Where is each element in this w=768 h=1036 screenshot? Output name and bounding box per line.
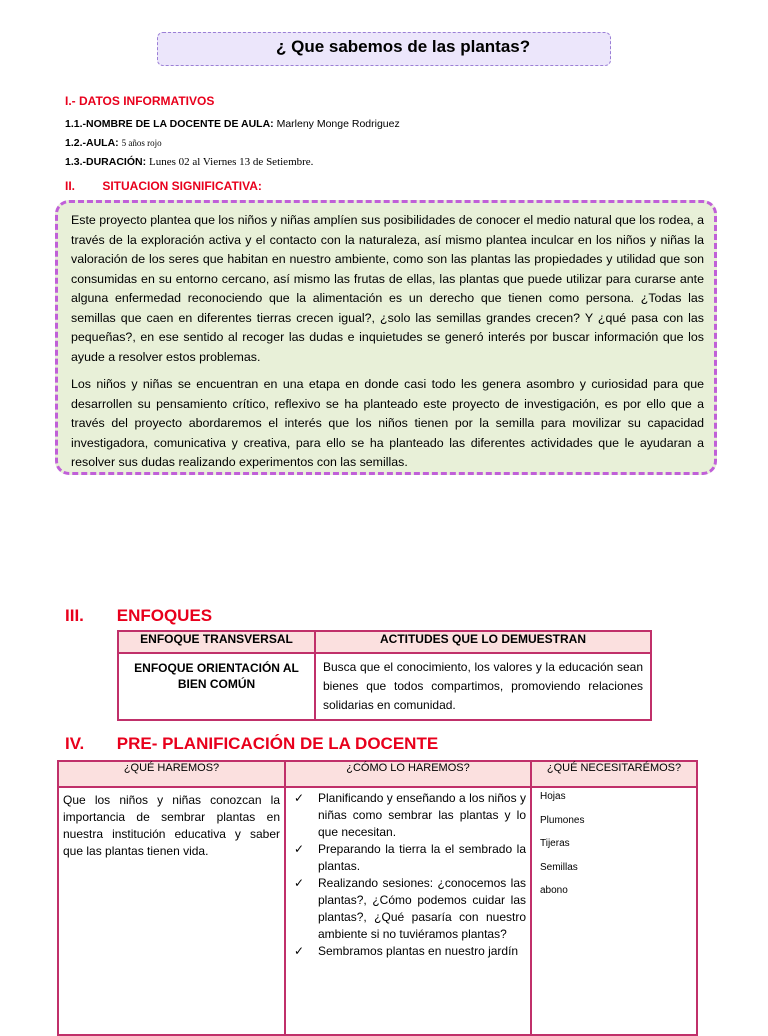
planificacion-table [57, 760, 698, 1036]
docente-line [65, 118, 400, 130]
aula-value: 5 años rojo [121, 138, 162, 148]
enfoques-col-enfoque: ENFOQUE TRANSVERSAL [118, 631, 315, 653]
enfoques-table [117, 630, 652, 721]
duracion-label: 1.3.-DURACIÓN: [65, 156, 147, 168]
aula-label: 1.2.-AULA: [65, 137, 119, 149]
section2-heading-row [65, 179, 262, 193]
checkmark-icon: ✓ [294, 944, 305, 958]
col-que-haremos: ¿QUÉ HAREMOS? [58, 761, 285, 787]
actitud-cell: Busca que el conocimiento, los valores y la educación sean bienes que todos compartimos, promoviendo relaciones solidarias en comunidad. [315, 653, 651, 720]
section1-heading: I.- DATOS INFORMATIVOS [65, 94, 215, 108]
situacion-box [55, 200, 717, 475]
section3-number: III. [65, 606, 84, 625]
list-item: ✓ Sembramos plantas en nuestro jardín [294, 944, 519, 958]
situacion-paragraph-2: Los niños y niñas se encuentran en una etapa en donde casi todo les genera asombro y curiosidad para que desarrollen su pensamiento crítico, reflexivo se ha planteado este proyecto de investigación, es por ello que a través del proyecto abordaremos el interés que los niños tienen por la semilla para movilizar su capacidad investigadora, comunicativa y creativa, para ello se ha planteado las diferentes actividades que le ayudaran a resolver sus dudas realizando experimentos con las semillas. [71, 377, 704, 469]
que-necesitaremos-cell [531, 787, 697, 1035]
list-item: abono [540, 885, 568, 896]
planificacion-header-row [58, 761, 697, 787]
list-item: Hojas [540, 791, 566, 802]
section2-heading: SITUACION SIGNIFICATIVA: [102, 179, 262, 193]
que-haremos-cell: Que los niños y niñas conozcan la importancia de sembrar plantas en nuestra institución educativa y saber que las plantas tienen vida. [58, 787, 285, 1035]
docente-value: Marleny Monge Rodriguez [276, 118, 400, 130]
list-item: ✓ Preparando la tierra la el sembrado la plantas. [294, 842, 526, 873]
enfoques-header-row [118, 631, 651, 653]
materiales-list [540, 790, 688, 908]
aula-line [65, 137, 162, 149]
enfoque-cell: ENFOQUE ORIENTACIÓN AL BIEN COMÚN [118, 653, 315, 720]
section4-heading: PRE- PLANIFICACIÓN DE LA DOCENTE [116, 734, 439, 753]
list-item: Tijeras [540, 838, 570, 849]
page-title: ¿ Que sabemos de las plantas? [276, 37, 531, 56]
como-haremos-cell [285, 787, 531, 1035]
duracion-value: Lunes 02 al Viernes 13 de Setiembre. [149, 156, 314, 168]
como-list [290, 790, 526, 960]
checkmark-icon: ✓ [294, 876, 305, 890]
docente-label: 1.1.-NOMBRE DE LA DOCENTE DE AULA: [65, 118, 274, 130]
enfoques-col-actitudes: ACTITUDES QUE LO DEMUESTRAN [315, 631, 651, 653]
section3-heading-row [65, 606, 212, 626]
section2-number: II. [65, 179, 76, 193]
section4-number: IV. [65, 734, 85, 753]
list-item: Semillas [540, 861, 578, 873]
table-row [58, 787, 697, 1035]
col-que-necesitaremos: ¿QUÉ NECESITARÉMOS? [531, 761, 697, 787]
section3-heading: ENFOQUES [116, 606, 213, 625]
checkmark-icon: ✓ [294, 842, 305, 856]
list-item: ✓ Planificando y enseñando a los niños y niñas como sembrar las plantas y lo que necesitan. [294, 791, 526, 839]
title-box [157, 32, 611, 66]
list-item: ✓ Realizando sesiones: ¿conocemos las plantas?, ¿Cómo podemos cuidar las plantas?, ¿Qué pasaría con nuestro ambiente si no tuviéramos plantas? [294, 876, 526, 941]
duracion-line [65, 156, 313, 168]
table-row [118, 653, 651, 720]
list-item: Plumones [540, 814, 585, 826]
checkmark-icon: ✓ [294, 791, 305, 805]
col-como-haremos: ¿CÓMO LO HAREMOS? [285, 761, 531, 787]
situacion-paragraph-1: Este proyecto plantea que los niños y niñas amplíen sus posibilidades de conocer el medio natural que los rodea, a través de la exploración activa y el contacto con la naturaleza, así mismo plantea inculcar en los niños y niñas la valoración de los seres que habitan en nuestro ambiente, como son las plantas las propiedades y utilidad que son consumidas en su entorno cercano, así mismo las frutas de ellas, las plantas que puede utilizar para curarse ante alguna enfermedad reconociendo que la alimentación es un derecho que tienen como persona. ¿Todas las semillas que caen en diferentes tierras crecen igual?, ¿solo las semillas grandes crecen? Y ¿qué pasa con las pequeñas?, en ese sentido al recoger las dudas e inquietudes se generó interés por buscar información que los ayude a resolver estos problemas. [71, 213, 705, 364]
section4-heading-row [65, 734, 438, 754]
